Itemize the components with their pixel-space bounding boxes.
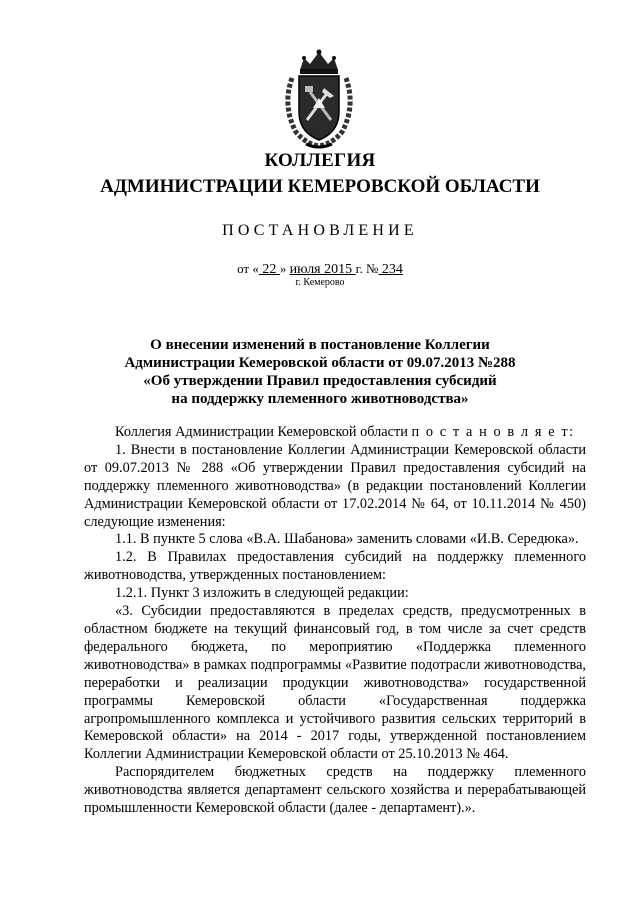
resolves-word: п о с т а н о в л я е т: bbox=[411, 424, 575, 440]
document-number: 234 bbox=[378, 262, 403, 277]
intro-paragraph bbox=[84, 424, 586, 442]
number-prefix: г. № bbox=[355, 261, 379, 276]
title-line: «Об утверждении Правил предоставления субсидий bbox=[143, 373, 497, 389]
org-name-line1: КОЛЛЕГИЯ bbox=[264, 150, 376, 171]
org-name-line2: АДМИНИСТРАЦИИ КЕМЕРОВСКОЙ ОБЛАСТИ bbox=[100, 176, 540, 197]
paragraph-3-quote: «3. Субсидии предоставляются в пределах средств, предусмотренных в областном бюджете на текущий финансовый год, в том числе за счет средств федерального бюджета, по мероприятию «Поддержка племенного животноводства» в рамках подпрограммы «Развитие подотрасли животноводства, переработки и реализации продукции животноводства» государственной программы Кемеровской области «Государственная поддержка агропромышленного комплекса и устойчивого развития сельских территорий в Кемеровской области» на 2014 - 2017 годы, утвержденной постановлением Коллегии Администрации Кемеровской области от 25.10.2013 № 464. bbox=[84, 603, 586, 763]
date-month-year: июля 2015 bbox=[289, 262, 356, 277]
title-line: Администрации Кемеровской области от 09.07.2013 №288 bbox=[124, 355, 516, 371]
document-date-number bbox=[0, 261, 640, 278]
date-prefix: от « bbox=[237, 261, 259, 276]
date-separator: » bbox=[279, 261, 290, 276]
paragraph-1-2: 1.2. В Правилах предоставления субсидий на поддержку племенного животноводства, утвержденных постановлением: bbox=[84, 549, 586, 584]
title-line: О внесении изменений в постановление Коллегии bbox=[150, 337, 490, 353]
title-line: на поддержку племенного животноводства» bbox=[171, 391, 469, 407]
coat-of-arms-icon bbox=[278, 48, 360, 152]
paragraph-1-2-1: 1.2.1. Пункт 3 изложить в следующей редакции: bbox=[115, 585, 409, 602]
paragraph-distributor: Распорядителем бюджетных средств на поддержку племенного животноводства является департамент сельского хозяйства и перерабатывающей промышленности Кемеровской области (далее - департамент).». bbox=[84, 764, 586, 817]
document-title bbox=[0, 336, 640, 408]
coat-of-arms-emblem bbox=[278, 48, 360, 152]
document-body bbox=[84, 424, 586, 818]
date-day: 22 bbox=[258, 262, 280, 277]
paragraph-1-1: 1.1. В пункте 5 слова «В.А. Шабанова» заменить словами «И.В. Середюка». bbox=[115, 531, 579, 548]
document-type: ПОСТАНОВЛЕНИЕ bbox=[222, 222, 418, 239]
paragraph-1: 1. Внести в постановление Коллегии Администрации Кемеровской области от 09.07.2013 № 288 «Об утверждении Правил предоставления субсидий на поддержку племенного животноводства» (в редакции постановлений Коллегии Администрации Кемеровской области от 17.02.2014 № 64, от 10.11.2014 № 450) следующие изменения: bbox=[84, 441, 586, 530]
document-place: г. Кемерово bbox=[295, 277, 345, 288]
intro-text: Коллегия Администрации Кемеровской области bbox=[115, 424, 412, 440]
